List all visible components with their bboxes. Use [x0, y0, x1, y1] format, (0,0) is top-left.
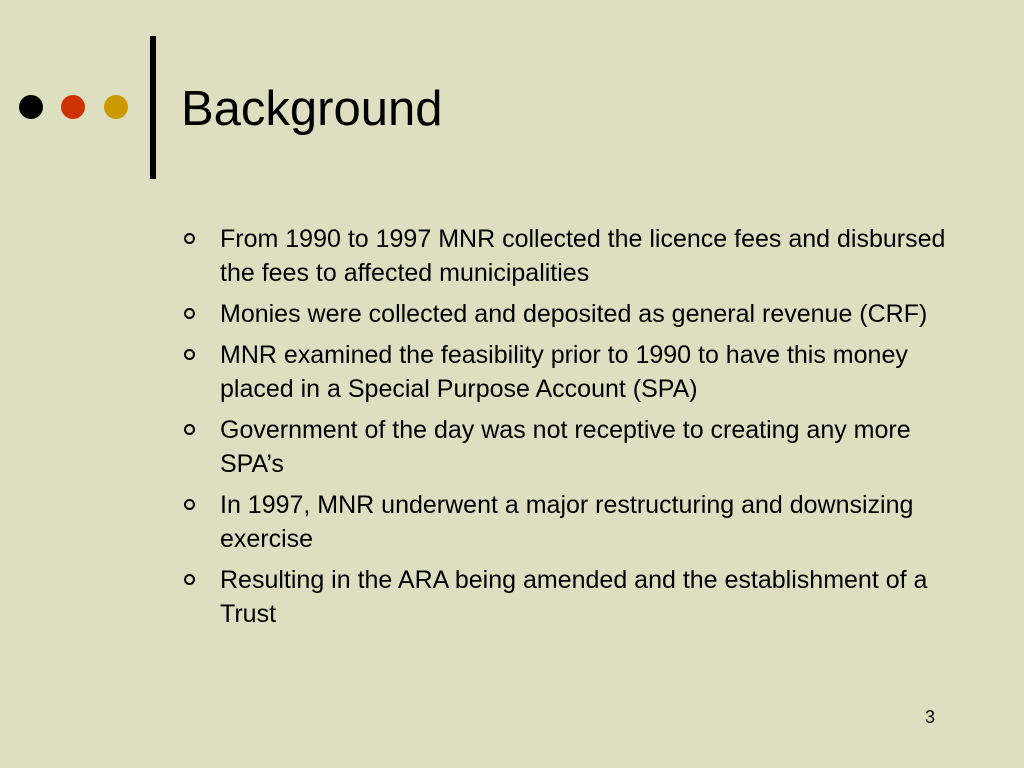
- bullet-circle-icon: [184, 349, 195, 360]
- bullet-item: [178, 488, 958, 556]
- bullet-text: Government of the day was not receptive to creating any more SPA’s: [220, 416, 911, 478]
- bullet-text: From 1990 to 1997 MNR collected the licence fees and disbursed the fees to affected municipalities: [220, 225, 946, 287]
- bullet-circle-icon: [184, 308, 195, 319]
- bullet-text: Resulting in the ARA being amended and the establishment of a Trust: [220, 566, 928, 628]
- bullet-circle-icon: [184, 424, 195, 435]
- bullet-text: MNR examined the feasibility prior to 1990 to have this money placed in a Special Purpose Account (SPA): [220, 341, 908, 403]
- gold-dot-icon: [104, 95, 128, 119]
- bullet-item: [178, 297, 958, 331]
- red-dot-icon: [61, 95, 85, 119]
- title-divider: [150, 36, 156, 179]
- bullet-circle-icon: [184, 233, 195, 244]
- bullet-list: [178, 222, 958, 638]
- bullet-item: [178, 413, 958, 481]
- bullet-circle-icon: [184, 499, 195, 510]
- slide-title: Background: [181, 82, 443, 136]
- black-dot-icon: [19, 95, 43, 119]
- bullet-text: In 1997, MNR underwent a major restructuring and downsizing exercise: [220, 491, 914, 553]
- bullet-circle-icon: [184, 574, 195, 585]
- bullet-item: [178, 563, 958, 631]
- bullet-item: [178, 338, 958, 406]
- bullet-item: [178, 222, 958, 290]
- bullet-text: Monies were collected and deposited as general revenue (CRF): [220, 300, 928, 328]
- page-number: 3: [925, 707, 936, 727]
